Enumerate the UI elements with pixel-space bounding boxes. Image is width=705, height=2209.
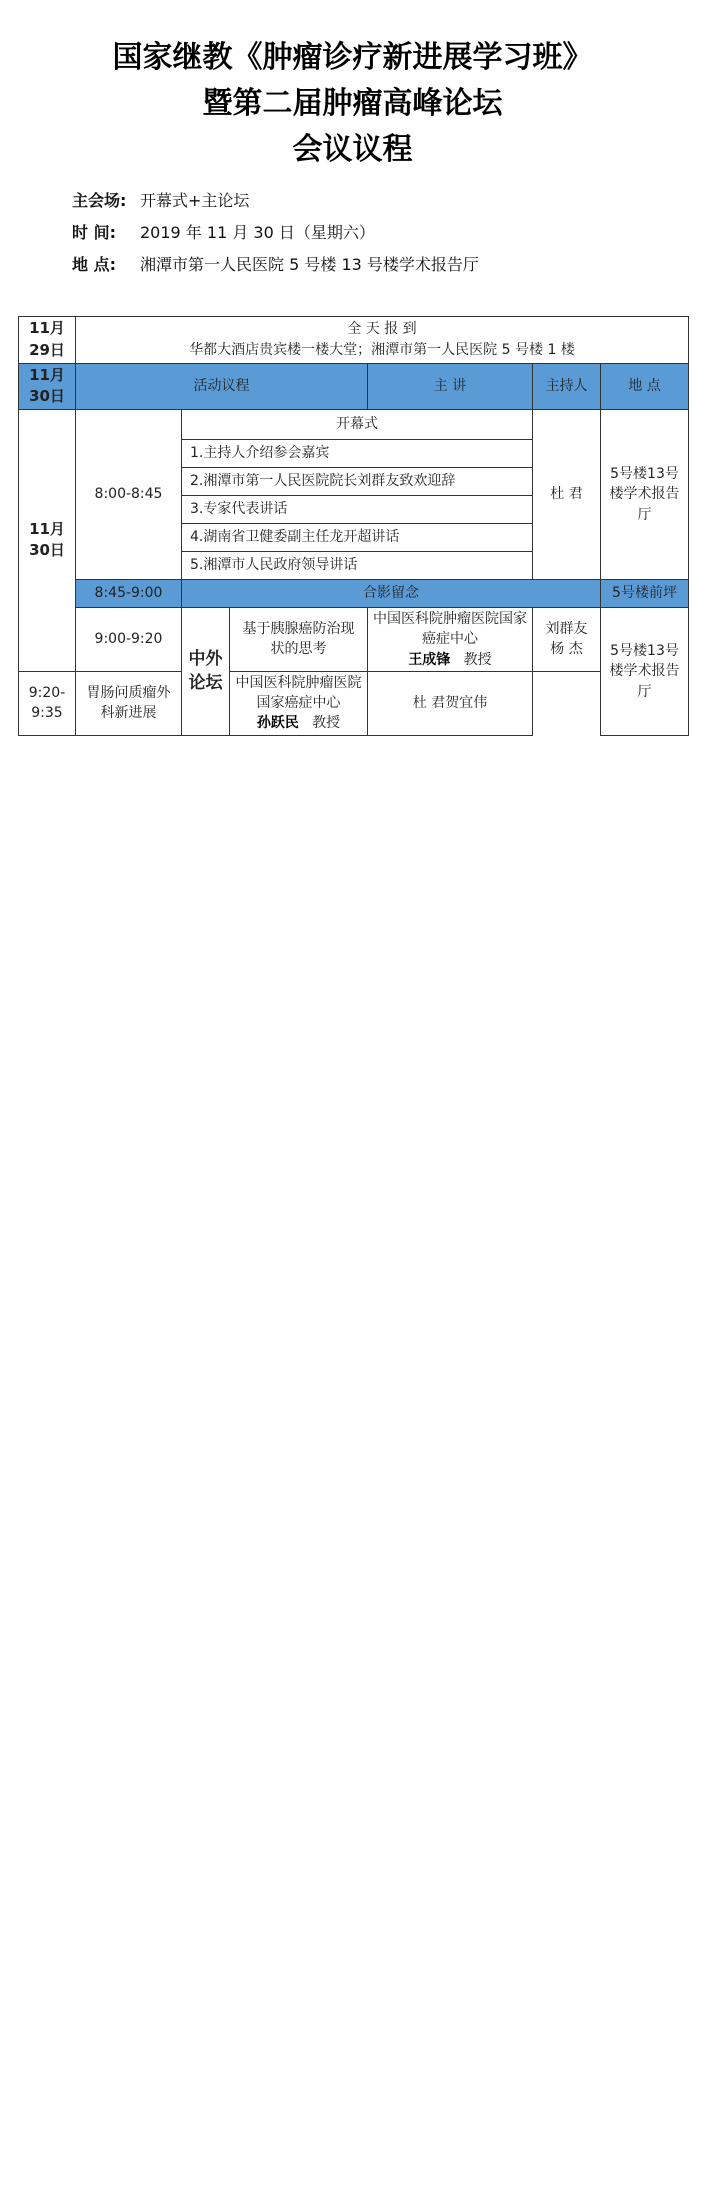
table-row [19,671,689,735]
opening-place: 5号楼13号楼学术报告厅 [601,410,689,580]
opening-item-3: 3.专家代表讲话 [182,496,533,524]
header-place: 地 点 [601,363,689,410]
speaker-name: 王成锋 [408,651,451,668]
venue-value: 开幕式+主论坛 [140,191,250,210]
reg-line-2: 华都大酒店贵宾楼一楼大堂；湘潭市第一人民医院 5 号楼 1 楼 [189,341,575,358]
registration-row [19,317,689,364]
s1-topic: 基于胰腺癌防治现状的思考 [230,608,368,672]
photo-label: 合影留念 [182,580,601,608]
header-date: 11月30日 [19,363,76,410]
opening-item-4: 4.湖南省卫健委副主任龙开超讲话 [182,524,533,552]
photo-row [19,580,689,608]
forum-label: 中外论坛 [182,608,230,736]
reg-info [76,317,689,364]
opening-time: 8:00-8:45 [76,410,182,580]
speaker-title: 教授 [312,715,341,732]
reg-date: 11月29日 [19,317,76,364]
opening-row [19,410,689,440]
opening-item-5: 5.湘潭市人民政府领导讲话 [182,552,533,580]
table-header-row [19,363,689,410]
time-value: 2019 年 11 月 30 日（星期六） [140,223,375,242]
title-line-1: 国家继教《肿瘤诊疗新进展学习班》 [112,40,593,75]
speaker-org: 中国医科院肿瘤医院国家癌症中心 [235,674,362,712]
place-label: 地 点: [72,255,116,274]
s1-place: 5号楼13号楼学术报告厅 [601,608,689,736]
s1-speaker [368,608,533,672]
speaker-org: 中国医科院肿瘤医院国家癌症中心 [373,611,527,648]
info-place [72,252,479,275]
opening-host: 杜 君 [533,410,601,580]
day-label-1: 11月30日 [19,410,76,672]
reg-line-1: 全 天 报 到 [347,321,417,338]
header-activity: 活动议程 [76,363,368,410]
header-speaker: 主 讲 [368,363,533,410]
place-value: 湘潭市第一人民医院 5 号楼 13 号楼学术报告厅 [140,255,479,274]
s1-topic: 胃肠问质瘤外科新进展 [76,671,182,735]
photo-place: 5号楼前坪 [601,580,689,608]
photo-time: 8:45-9:00 [76,580,182,608]
speaker-name: 孙跃民 [256,715,299,732]
header-host: 主持人 [533,363,601,410]
s1-host: 杜 君贺宜伟 [368,671,533,735]
table-row [19,608,689,672]
opening-item-2: 2.湘潭市第一人民医院院长刘群友致欢迎辞 [182,468,533,496]
s1-time: 9:00-9:20 [76,608,182,672]
venue-label: 主会场: [72,191,127,210]
opening-item-1: 1.主持人介绍参会嘉宾 [182,440,533,468]
info-time [72,220,375,243]
title-line-2: 暨第二届肿瘤高峰论坛 [202,86,503,121]
time-label: 时 间: [72,223,116,242]
info-venue [72,188,249,211]
opening-title: 开幕式 [182,410,533,440]
speaker-title: 教授 [463,651,492,668]
title-line-3: 会议议程 [292,132,413,167]
agenda-table [18,316,689,736]
s1-time: 9:20-9:35 [19,671,76,735]
s1-speaker [230,671,368,735]
s1-host: 刘群友杨 杰 [533,608,601,672]
